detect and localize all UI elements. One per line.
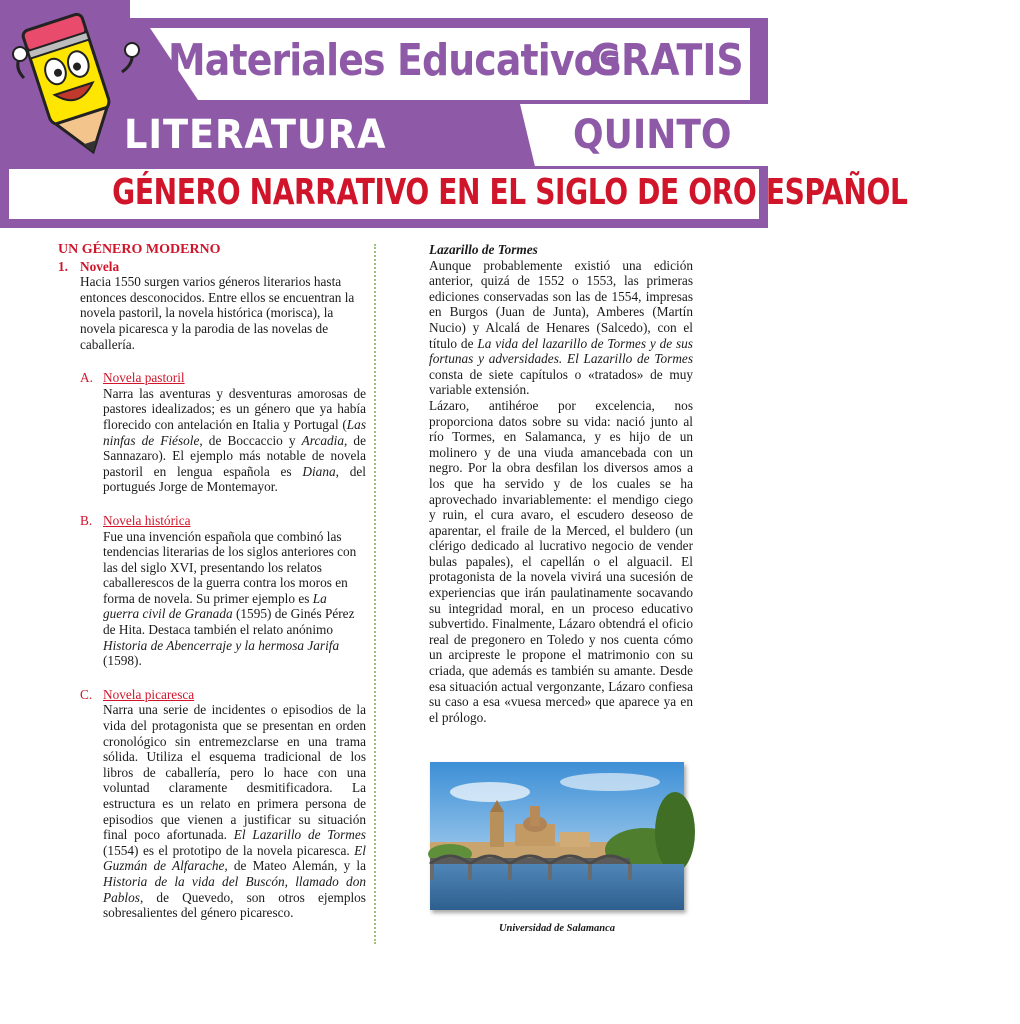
photo-caption: Universidad de Salamanca (498, 923, 616, 934)
intro-paragraph: Hacia 1550 surgen varios géneros literarios hasta entonces desconocidos. Entre ellos se encuentran la novela pastoril, la novela histórica (morisca), la novela picaresca y la parodia de las novelas de caballería. (80, 274, 355, 352)
subsection-letter: C. (80, 686, 93, 702)
left-column (58, 242, 366, 921)
text-run: Narra las aventuras y desventuras amorosas de pastores idealizados; es un género que ya había florecido con antelación en Italia y Portugal ( (103, 385, 366, 432)
italic-run: Historia de Abencerraje y la hermosa Jarifa (103, 637, 340, 653)
lazarillo-title: Lazarillo de Tormes (429, 242, 538, 257)
item-number: 1. (58, 258, 68, 274)
grade-label: QUINTO (573, 112, 732, 158)
italic-run: Diana (302, 463, 336, 479)
item-title: Novela (80, 258, 120, 274)
page-title: GÉNERO NARRATIVO EN EL SIGLO DE ORO ESPAÑOL (112, 172, 908, 213)
italic-run: Las ninfas de Fiésole (103, 416, 366, 448)
text-run: , del portugués Jorge de Montemayor. (103, 463, 366, 495)
italic-run: El Guzmán de Alfarache, (103, 842, 366, 874)
italic-run: La vida del lazarillo de Tormes y de sus fortunas y adversidades. El Lazarillo de Tormes (429, 335, 693, 367)
italic-run: La guerra civil de Granada (103, 590, 327, 622)
italic-run: Arcadia (301, 432, 345, 448)
lazarillo-paragraph-2: Lázaro, antihéroe por excelencia, nos proporciona datos sobre su vida: nació junto al río Tormes, en Salamanca, y es hijo de un molinero y de una viuda amancebada con un negro. Por la obra desfilan los diversos amos a los que ha servido y de los cuales se ha aprovechado invariablemente: el mendigo ciego y ruin, el cura avaro, el escudero deseoso de aparentar, el fraile de la Merced, el buldero (un clérigo dedicado al lucrativo negocio de vender bulas papales), el capellán o el alguacil. El protagonista de la novela vivirá una sucesión de experiencias que irán paulatinamente socavando su integridad moral, en un proceso educativo subvertido. Finalmente, Lázaro obtendrá el oficio real de pregonero en Toledo y nos cuenta cómo un arcipreste le propone el matrimonio con su criada, que además es también su amante. Desde esa situación actual vergonzante, Lázaro confiesa su caso a esa «vuesa merced» que aparece ya en el prólogo. (429, 397, 693, 725)
subsection-letter: A. (80, 370, 93, 386)
text-run: , de Sannazaro). El ejemplo más notable de novela pastoril en lengua española es (103, 432, 366, 479)
pencil-mascot-icon (10, 8, 140, 158)
subsection-pastoril (80, 370, 366, 495)
subsection-heading (80, 513, 366, 529)
subsection-heading (80, 370, 366, 386)
text-run: Aunque probablemente existió una edición anterior, quizá de 1552 o 1553, las primeras ediciones conservadas son las de 1554, impresas en Burgos (Juan de Junta), Amberes (Martín Nucio) y Alcalá de Henares (Salcedo), con el título de (429, 257, 693, 351)
subsection-letter: B. (80, 512, 93, 528)
right-column (429, 242, 693, 725)
lazarillo-paragraph-1 (429, 258, 693, 398)
subsection-title: Novela picaresca (103, 686, 195, 702)
text-run: consta de siete capítulos o «tratados» de muy variable extensión. (429, 366, 693, 398)
text-run: (1595) de Ginés Pérez de Hita. Destaca también el relato anónimo (103, 606, 355, 638)
section-title: UN GÉNERO MODERNO (58, 242, 221, 257)
subsection-title: Novela histórica (103, 512, 191, 528)
subsection-heading (80, 687, 366, 703)
text-run: de Mateo Alemán, y la (227, 858, 366, 874)
text-run: Fue una invención española que combinó las tendencias literarias de los siglos anteriores con las del siglo XVI, presentando los relatos caballerescos de la guerra contra los moros en forma de novela. Su primer ejemplo es (103, 528, 357, 606)
text-run: Narra una serie de incidentes o episodios de la vida del protagonista que se presentan en orden cronológico sin entremezclarse en una trama sólida. Utiliza el esquema tradicional de los libros de caballería, pero lo hace con una voluntad claramente desmitificadora. La estructura es un relato en primera persona de episodios que vienen a justificar su situación final poco afortunada. (103, 702, 366, 843)
subsection-title: Novela pastoril (103, 370, 185, 386)
column-divider (374, 244, 376, 944)
item-heading (58, 259, 366, 275)
salamanca-photo (430, 762, 684, 910)
text-run: , de Quevedo, son otros ejemplos sobresalientes del género picaresco. (103, 889, 366, 921)
header-top-strip (130, 0, 768, 18)
site-title: Materiales Educativos (168, 35, 621, 86)
text-run: (1554) es el prototipo de la novela picaresca. (103, 842, 355, 858)
subsection-historica (80, 513, 366, 669)
subsection-text (103, 529, 366, 669)
subject-label: LITERATURA (124, 112, 387, 158)
text-run: (1598). (103, 653, 142, 669)
subsection-text (103, 386, 366, 495)
subsection-picaresca (80, 687, 366, 921)
text-run: , de Boccaccio y (199, 432, 302, 448)
italic-run: Historia de la vida del Buscón, llamado don Pablos (103, 873, 366, 905)
site-title-tag: GRATIS (590, 35, 744, 86)
italic-run: El Lazarillo de Tormes (233, 827, 366, 843)
subsection-text (103, 702, 366, 920)
